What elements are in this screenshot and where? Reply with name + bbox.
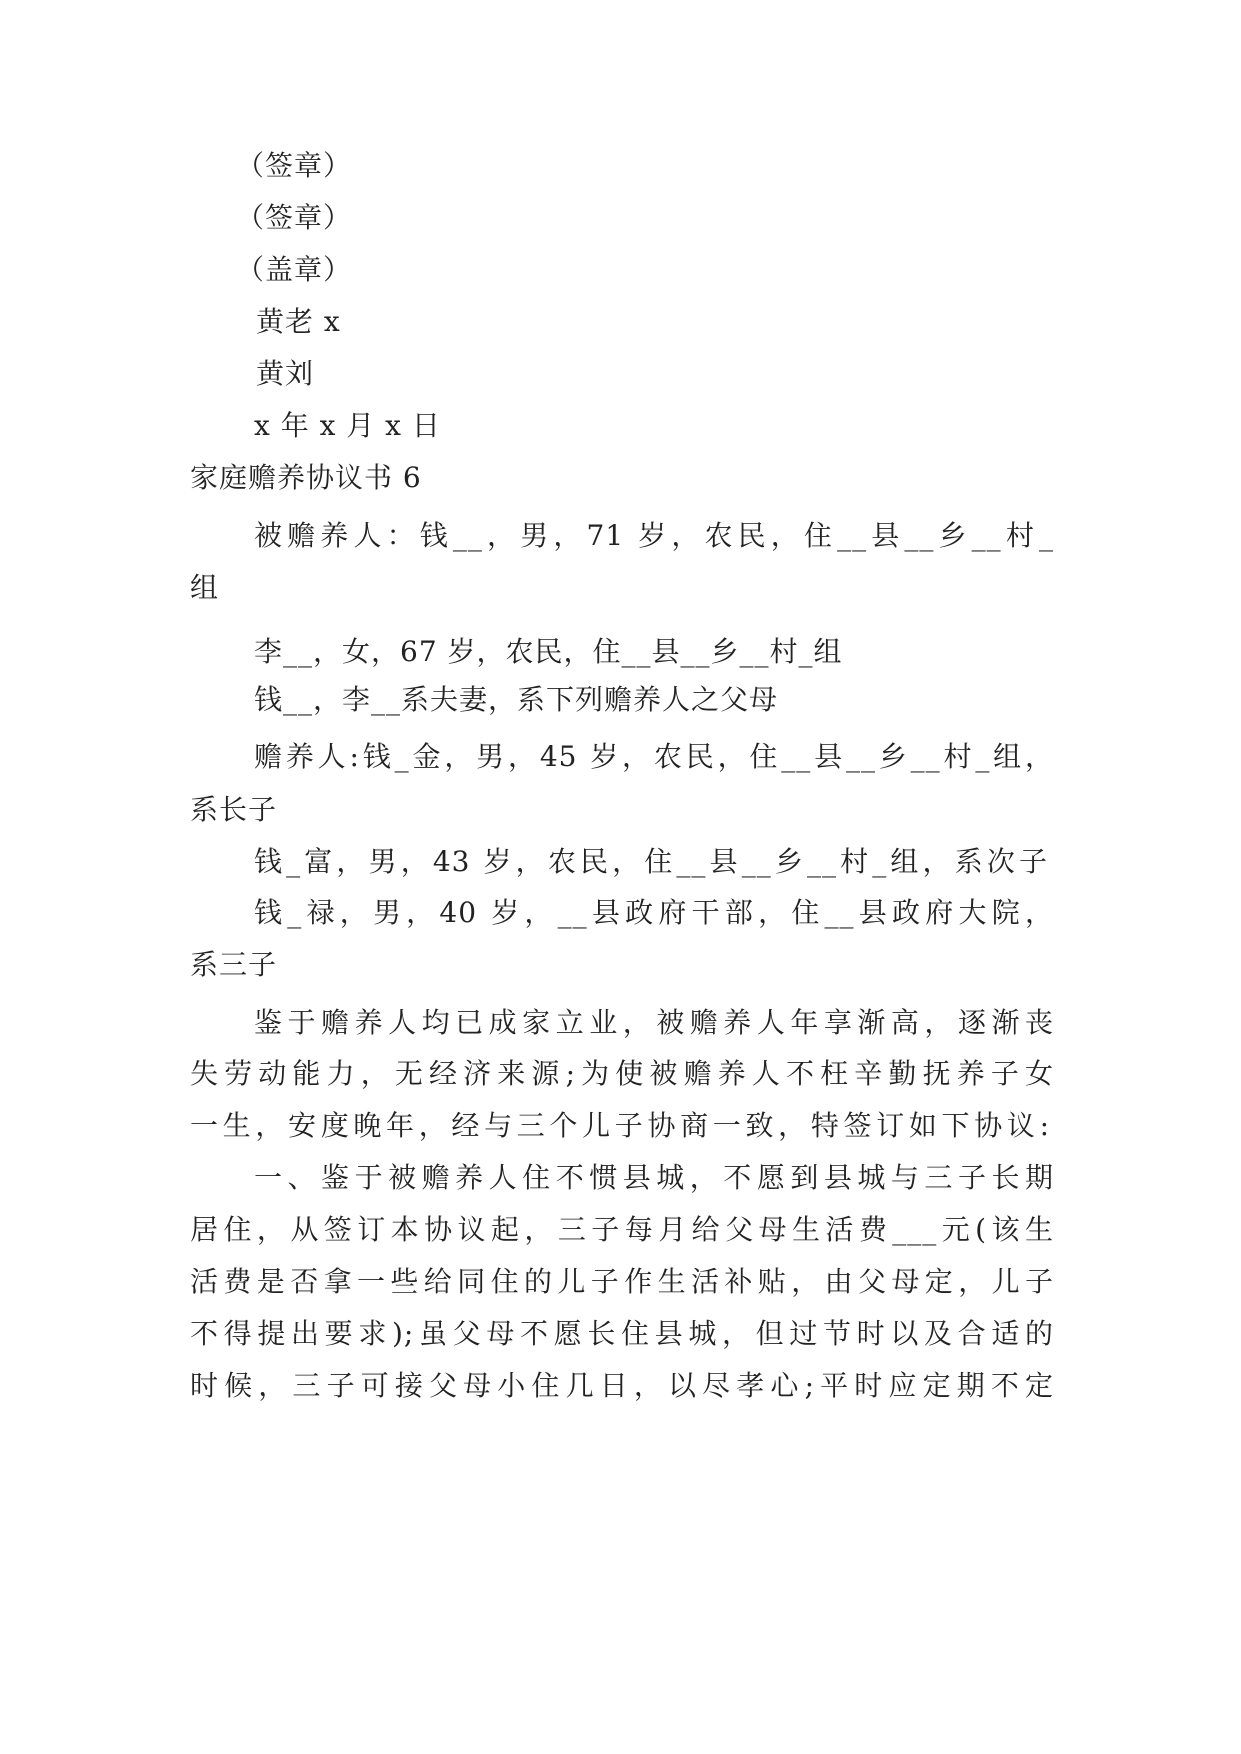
seal-label-3: （盖章） <box>236 253 353 286</box>
paragraph-line: 一、鉴于被赡养人住不惯县城，不愿到县城与三子长期 <box>254 1161 1054 1194</box>
paragraph-line: 时候，三子可接父母小住几日，以尽孝心;平时应定期不定 <box>190 1369 1054 1402</box>
paragraph-line: 组 <box>190 571 220 604</box>
section-title: 家庭赡养协议书 6 <box>190 461 422 494</box>
paragraph-line: 活费是否拿一些给同住的儿子作生活补贴，由父母定，儿子 <box>190 1265 1054 1298</box>
paragraph-line: 钱__，李__系夫妻，系下列赡养人之父母 <box>254 683 779 716</box>
seal-label-2: （签章） <box>236 201 353 234</box>
signer-name-1: 黄老 x <box>256 305 341 338</box>
signer-name-2: 黄刘 <box>256 357 315 390</box>
paragraph-line: 钱_禄，男，40 岁，__县政府干部，住__县政府大院， <box>254 896 1054 929</box>
paragraph-line: 李__，女，67 岁，农民，住__县__乡__村_组 <box>254 635 843 668</box>
paragraph-line: 系三子 <box>190 948 278 981</box>
paragraph-line: 失劳动能力，无经济来源;为使被赡养人不枉辛勤抚养子女 <box>190 1057 1054 1090</box>
paragraph-line: 不得提出要求);虽父母不愿长住县城，但过节时以及合适的 <box>190 1317 1054 1350</box>
signing-date: x 年 x 月 x 日 <box>254 409 441 442</box>
paragraph-line: 钱_富，男，43 岁，农民，住__县__乡__村_组，系次子 <box>254 845 1048 878</box>
paragraph-line: 一生，安度晚年，经与三个儿子协商一致，特签订如下协议: <box>190 1109 1050 1142</box>
paragraph-line: 系长子 <box>190 793 278 826</box>
seal-label-1: （签章） <box>236 149 353 182</box>
paragraph-line: 居住，从签订本协议起，三子每月给父母生活费___元(该生 <box>190 1213 1054 1246</box>
paragraph-line: 被赡养人：钱__，男，71 岁，农民，住__县__乡__村_ <box>254 519 1054 552</box>
paragraph-line: 赡养人:钱_金，男，45 岁，农民，住__县__乡__村_组， <box>254 740 1054 773</box>
paragraph-line: 鉴于赡养人均已成家立业，被赡养人年享渐高，逐渐丧 <box>254 1006 1054 1039</box>
